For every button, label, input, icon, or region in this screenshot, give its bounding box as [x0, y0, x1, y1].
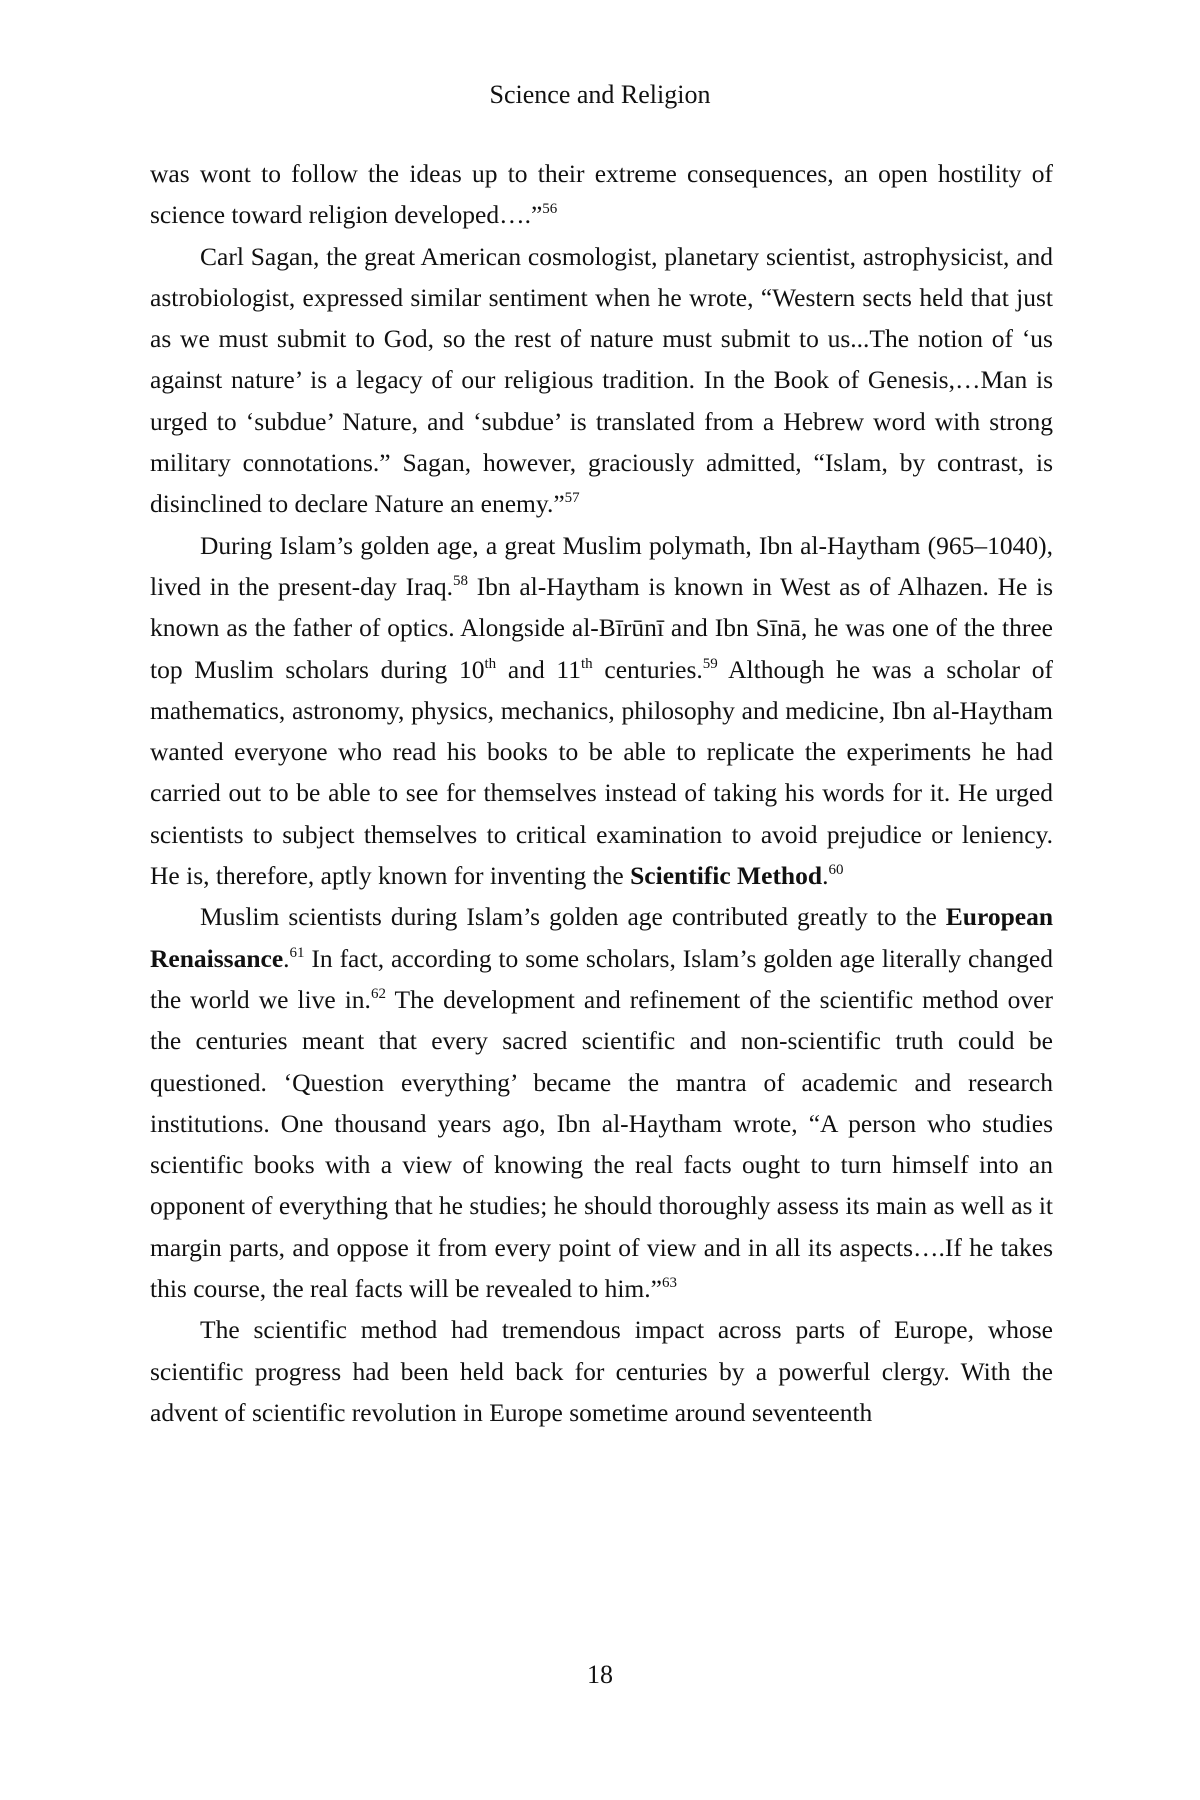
text-run: centuries.	[592, 654, 703, 684]
footnote-marker: 57	[564, 490, 580, 507]
bold-term: European Renaissance	[150, 902, 1053, 973]
page-number: 18	[587, 1660, 613, 1689]
text-run: was wont to follow the ideas up to their extreme consequences, an open hostility of science toward religion developed….”	[150, 159, 1053, 230]
footnote-marker: 60	[828, 862, 844, 879]
text-run: Muslim scientists during Islam’s golden age contributed greatly to the	[200, 902, 946, 932]
running-header: Science and Religion	[489, 80, 711, 109]
text-run: .	[822, 861, 829, 891]
footnote-marker: th	[580, 655, 593, 672]
footnote-marker: 59	[702, 655, 718, 672]
footnote-marker: 56	[542, 201, 558, 218]
text-run: During Islam’s golden age, a great Muslim polymath, Ibn al-Haytham (965–1040), lived in the present-day Iraq.	[150, 530, 1053, 601]
paragraph	[150, 525, 1053, 897]
paragraph	[150, 896, 1053, 1309]
footnote-marker: 58	[453, 572, 469, 589]
text-run: In fact, according to some scholars, Islam’s golden age literally changed the world we live in.	[150, 943, 1053, 1014]
text-run: .	[283, 943, 290, 973]
text-run: The development and refinement of the scientific method over the centuries meant that every sacred scientific and non-scientific truth could be questioned. ‘Question everything’ became the mantra of academic and research institutions. One thousand years ago, Ibn al-Haytham wrote, “A person who studies scientific books with a view of knowing the real facts ought to turn himself into an opponent of everything that he studies; he should thoroughly assess its main as well as it margin parts, and oppose it from every point of view and in all its aspects….If he takes this course, the real facts will be revealed to him.”	[150, 984, 1053, 1304]
body-text	[150, 153, 1053, 1433]
text-run: Ibn al-Haytham is known in West as of Alhazen. He is known as the father of optics. Alongside al-Bīrūnī and Ibn Sīnā, he was one of the three top Muslim scholars during 10	[150, 571, 1053, 684]
paragraph	[150, 236, 1053, 525]
text-run: Although he was a scholar of mathematics, astronomy, physics, mechanics, philosophy and medicine, Ibn al-Haytham wanted everyone who read his books to be able to replicate the experiments he had carried out to be able to see for themselves instead of taking his words for it. He urged scientists to subject themselves to critical examination to avoid prejudice or leniency. He is, therefore, aptly known for inventing the	[150, 654, 1053, 891]
text-run: and 11	[496, 654, 581, 684]
footnote-marker: 63	[661, 1275, 677, 1292]
footnote-marker: 61	[289, 944, 305, 961]
text-run: Carl Sagan, the great American cosmologist, planetary scientist, astrophysicist, and astrobiologist, expressed similar sentiment when he wrote, “Western sects held that just as we must submit to God, so the rest of nature must submit to us...The notion of ‘us against nature’ is a legacy of our religious tradition. In the Book of Genesis,…Man is urged to ‘subdue’ Nature, and ‘subdue’ is translated from a Hebrew word with strong military connotations.” Sagan, however, graciously admitted, “Islam, by contrast, is disinclined to declare Nature an enemy.”	[150, 241, 1053, 519]
paragraph	[150, 1309, 1053, 1433]
text-run: The scientific method had tremendous impact across parts of Europe, whose scientific progress had been held back for centuries by a powerful clergy. With the advent of scientific revolution in Europe sometime around seventeenth	[150, 1315, 1053, 1427]
footnote-marker: 62	[370, 985, 386, 1002]
footnote-marker: th	[484, 655, 497, 672]
paragraph	[150, 153, 1053, 236]
bold-term: Scientific Method	[630, 861, 823, 891]
